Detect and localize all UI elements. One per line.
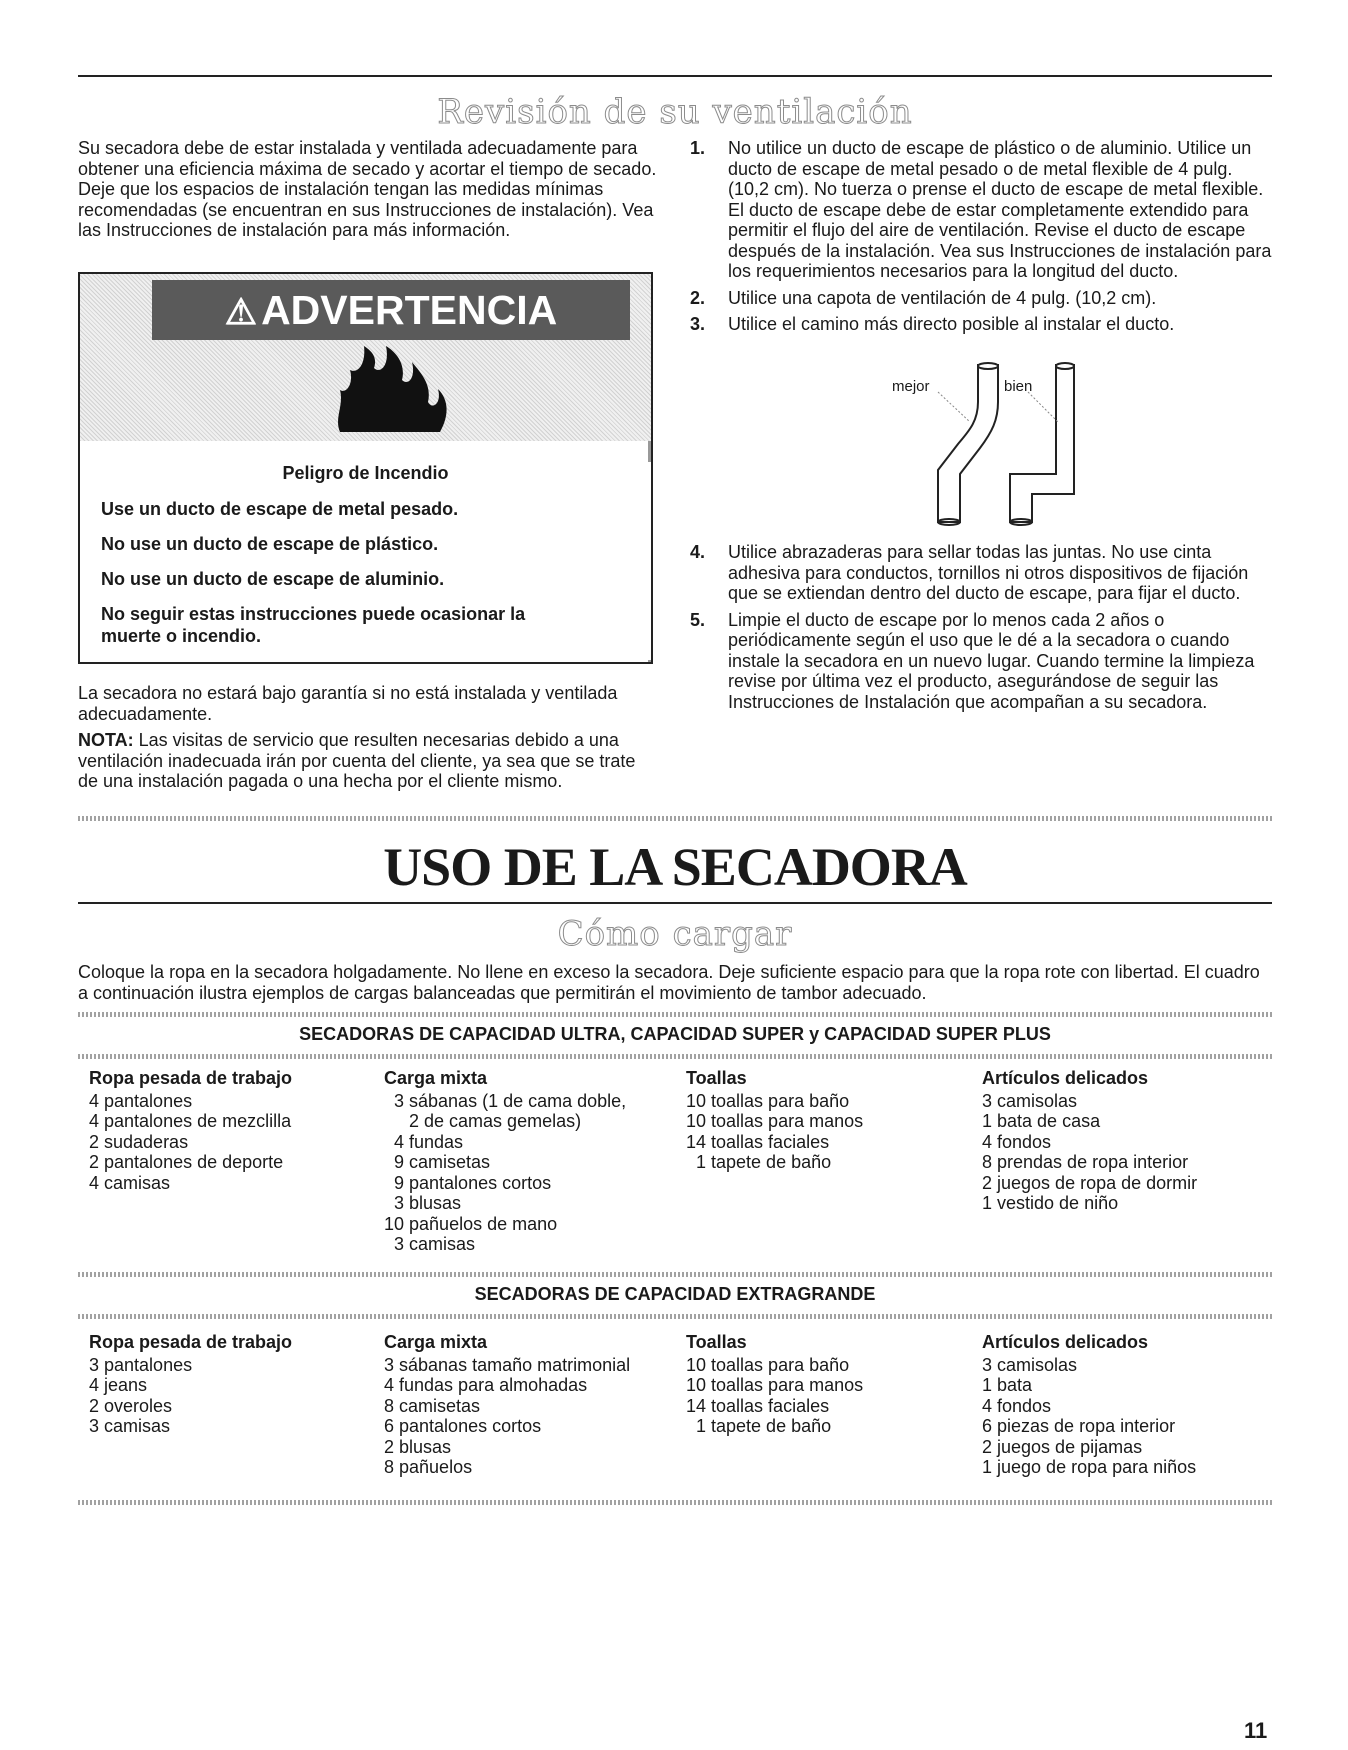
warning-heading: Peligro de Incendio xyxy=(282,463,449,483)
column-header: Carga mixta xyxy=(384,1068,488,1088)
table-divider xyxy=(78,1500,1272,1505)
table-cell: 14 toallas faciales xyxy=(686,1131,830,1152)
list-item xyxy=(690,542,1272,604)
table2-column-mixed xyxy=(384,1332,684,1478)
warning-text xyxy=(80,462,651,660)
vent-section-title: Revisión de su ventilación xyxy=(437,92,913,132)
warning-line: No seguir estas instrucciones puede ocasionar la muerte o incendio. xyxy=(101,604,526,646)
nota-text: Las visitas de servicio que resulten necesarias debido a una ventilación inadecuada irán por cuenta del cliente, ya sea que se trate de una instalación pagada o una hecha por el cliente mismo. xyxy=(78,730,636,791)
step-number: 1. xyxy=(690,138,706,158)
column-header: Carga mixta xyxy=(384,1332,488,1352)
load-section-title: Cómo cargar xyxy=(557,914,793,954)
table-cell: 1 tapete de baño xyxy=(686,1416,832,1436)
table-cell: 2 pantalones de deporte xyxy=(89,1152,284,1172)
diagram-label-mejor: mejor xyxy=(892,378,930,395)
list-item xyxy=(690,610,1272,713)
list-item xyxy=(690,314,1272,335)
table-cell: 14 toallas faciales xyxy=(686,1395,830,1416)
table-cell: 4 pantalones xyxy=(89,1090,193,1111)
step-number: 5. xyxy=(690,609,706,630)
table-cell: 4 fundas xyxy=(384,1131,464,1152)
step-number: 4. xyxy=(690,542,706,562)
table-cell: 2 sudaderas xyxy=(89,1131,189,1152)
column-header: Toallas xyxy=(686,1332,747,1352)
table-cell: 8 prendas de ropa interior xyxy=(982,1152,1189,1172)
fire-icon xyxy=(320,344,460,434)
table-cell: 9 camisetas xyxy=(384,1152,491,1172)
table-cell: 1 juego de ropa para niños xyxy=(982,1457,1197,1477)
table1-heading: SECADORAS DE CAPACIDAD ULTRA, CAPACIDAD SUPER y CAPACIDAD SUPER PLUS xyxy=(299,1024,1051,1044)
column-header: Ropa pesada de trabajo xyxy=(89,1068,293,1088)
table-divider xyxy=(78,1272,1272,1277)
nota-paragraph xyxy=(78,730,658,792)
vent-steps-continued xyxy=(690,542,1272,718)
vent-steps xyxy=(690,138,1272,341)
table1-column-mixed xyxy=(384,1068,674,1255)
table-cell: 4 jeans xyxy=(89,1375,148,1395)
table-cell: 2 juegos de ropa de dormir xyxy=(982,1172,1198,1193)
diagram-label-bien: bien xyxy=(1004,378,1033,395)
table-cell: 3 sábanas tamaño matrimonial xyxy=(384,1354,631,1375)
warning-banner-text: ADVERTENCIA xyxy=(261,287,558,333)
warning-header-area xyxy=(80,274,651,441)
step-number: 2. xyxy=(690,287,706,308)
table-cell: 1 bata de casa xyxy=(982,1111,1101,1131)
table-cell: 3 camisolas xyxy=(982,1354,1078,1375)
warning-line: No use un ducto de escape de aluminio. xyxy=(101,569,445,589)
table-cell: 10 toallas para manos xyxy=(686,1375,864,1395)
warning-banner xyxy=(152,280,630,340)
page-number: 11 xyxy=(1244,1718,1268,1743)
step-text: No utilice un ducto de escape de plástico o de aluminio. Utilice un ducto de escape de metal pesado o de metal flexible de 4 pulg. (10,2 cm). No tuerza o prense el ducto de escape de metal flexible. El ducto de escape debe de estar completamente extendido para permitir el flujo del aire de ventilación. Revise el ducto de escape después de la instalación. Vea sus Instrucciones de instalación para los requerimientos necesarios para la longitud del ducto. xyxy=(728,138,1272,281)
table-cell: 8 camisetas xyxy=(384,1395,481,1416)
list-item xyxy=(690,138,1272,282)
step-text: Limpie el ducto de escape por lo menos cada 2 años o periódicamente según el uso que le dé a la secadora o cuando instale la secadora en un nuevo lugar. Cuando termine la limpieza revise por última vez el producto, asegurándose de seguir las Instrucciones de Instalación que acompañan a su secadora. xyxy=(728,609,1255,712)
nota-label: NOTA: xyxy=(78,730,134,750)
column-header: Ropa pesada de trabajo xyxy=(89,1332,293,1352)
vent-intro-text: Su secadora debe de estar instalada y ventilada adecuadamente para obtener una eficiencia máxima de secado y acortar el tiempo de secado. Deje que los espacios de instalación tengan las medidas mínimas recomendadas (se encuentran en sus Instrucciones de instalación). Vea las Instrucciones de instalación para más información. xyxy=(78,138,657,240)
table-cell: 10 toallas para manos xyxy=(686,1111,864,1131)
table-cell: 10 pañuelos de mano xyxy=(384,1213,558,1234)
top-rule xyxy=(78,75,1272,77)
table-cell: 3 sábanas (1 de cama doble, xyxy=(384,1090,627,1111)
table-cell: 4 fondos xyxy=(982,1131,1052,1152)
load-intro xyxy=(78,962,1272,1009)
title-rule xyxy=(78,902,1272,904)
table-cell: 1 bata xyxy=(982,1375,1033,1395)
table-divider xyxy=(78,1314,1272,1319)
table-cell: 3 camisas xyxy=(384,1234,476,1254)
table-cell: 10 toallas para baño xyxy=(686,1090,850,1111)
table-cell: 6 pantalones cortos xyxy=(384,1416,542,1436)
table-cell: 3 camisolas xyxy=(982,1090,1078,1111)
column-header: Toallas xyxy=(686,1068,747,1088)
table-cell: 8 pañuelos xyxy=(384,1457,473,1477)
column-header: Artículos delicados xyxy=(982,1068,1149,1088)
table2-heading: SECADORAS DE CAPACIDAD EXTRAGRANDE xyxy=(474,1284,876,1304)
table-cell: 3 camisas xyxy=(89,1416,171,1436)
warning-line: No use un ducto de escape de plástico. xyxy=(101,534,439,554)
warranty-text: La secadora no estará bajo garantía si no está instalada y ventilada adecuadamente. xyxy=(78,683,618,724)
table-cell: 3 pantalones xyxy=(89,1354,193,1375)
warning-triangle-icon: ⚠ xyxy=(224,291,258,332)
warranty-note xyxy=(78,683,658,798)
table-cell: 4 camisas xyxy=(89,1172,171,1193)
table2-column-workwear xyxy=(89,1332,379,1437)
column-header: Artículos delicados xyxy=(982,1332,1149,1352)
table-cell: 4 fondos xyxy=(982,1395,1052,1416)
table-cell: 2 overoles xyxy=(89,1395,173,1416)
section-divider xyxy=(78,816,1272,821)
table-cell: 4 fundas para almohadas xyxy=(384,1375,588,1395)
step-text: Utilice el camino más directo posible al instalar el ducto. xyxy=(728,314,1175,334)
warning-line: Use un ducto de escape de metal pesado. xyxy=(101,499,459,519)
table-divider xyxy=(78,1012,1272,1017)
table1-column-towels xyxy=(686,1068,966,1173)
table1-column-delicates xyxy=(982,1068,1272,1214)
vent-intro xyxy=(78,138,658,247)
table-cell: 9 pantalones cortos xyxy=(384,1172,552,1193)
step-text: Utilice una capota de ventilación de 4 pulg. (10,2 cm). xyxy=(728,287,1157,308)
step-text: Utilice abrazaderas para sellar todas las juntas. No use cinta adhesiva para conductos, tornillos ni otros dispositivos de fijación que se extiendan dentro del ducto de escape, para fijar el ducto. xyxy=(728,542,1249,603)
list-item xyxy=(690,288,1272,309)
table-cell: 4 pantalones de mezclilla xyxy=(89,1111,292,1131)
table1-column-workwear xyxy=(89,1068,379,1193)
table-cell: 1 vestido de niño xyxy=(982,1193,1119,1213)
table2-column-delicates xyxy=(982,1332,1272,1478)
table-cell: 2 de camas gemelas) xyxy=(384,1111,582,1131)
table-cell: 1 tapete de baño xyxy=(686,1152,832,1172)
warning-box xyxy=(78,272,653,664)
table-cell: 3 blusas xyxy=(384,1193,462,1213)
table-cell: 6 piezas de ropa interior xyxy=(982,1416,1176,1436)
table-cell: 2 blusas xyxy=(384,1436,452,1457)
load-intro-text: Coloque la ropa en la secadora holgadamente. No llene en exceso la secadora. Deje suficiente espacio para que la ropa rote con libertad. El cuadro a continuación ilustra ejemplos de cargas balanceadas que permitirán el movimiento de tambor adecuado. xyxy=(78,962,1260,1003)
step-number: 3. xyxy=(690,314,706,334)
table2-column-towels xyxy=(686,1332,966,1437)
table-divider xyxy=(78,1054,1272,1059)
page-title: USO DE LA SECADORA xyxy=(383,837,967,897)
table-cell: 10 toallas para baño xyxy=(686,1354,850,1375)
table-cell: 2 juegos de pijamas xyxy=(982,1436,1143,1457)
